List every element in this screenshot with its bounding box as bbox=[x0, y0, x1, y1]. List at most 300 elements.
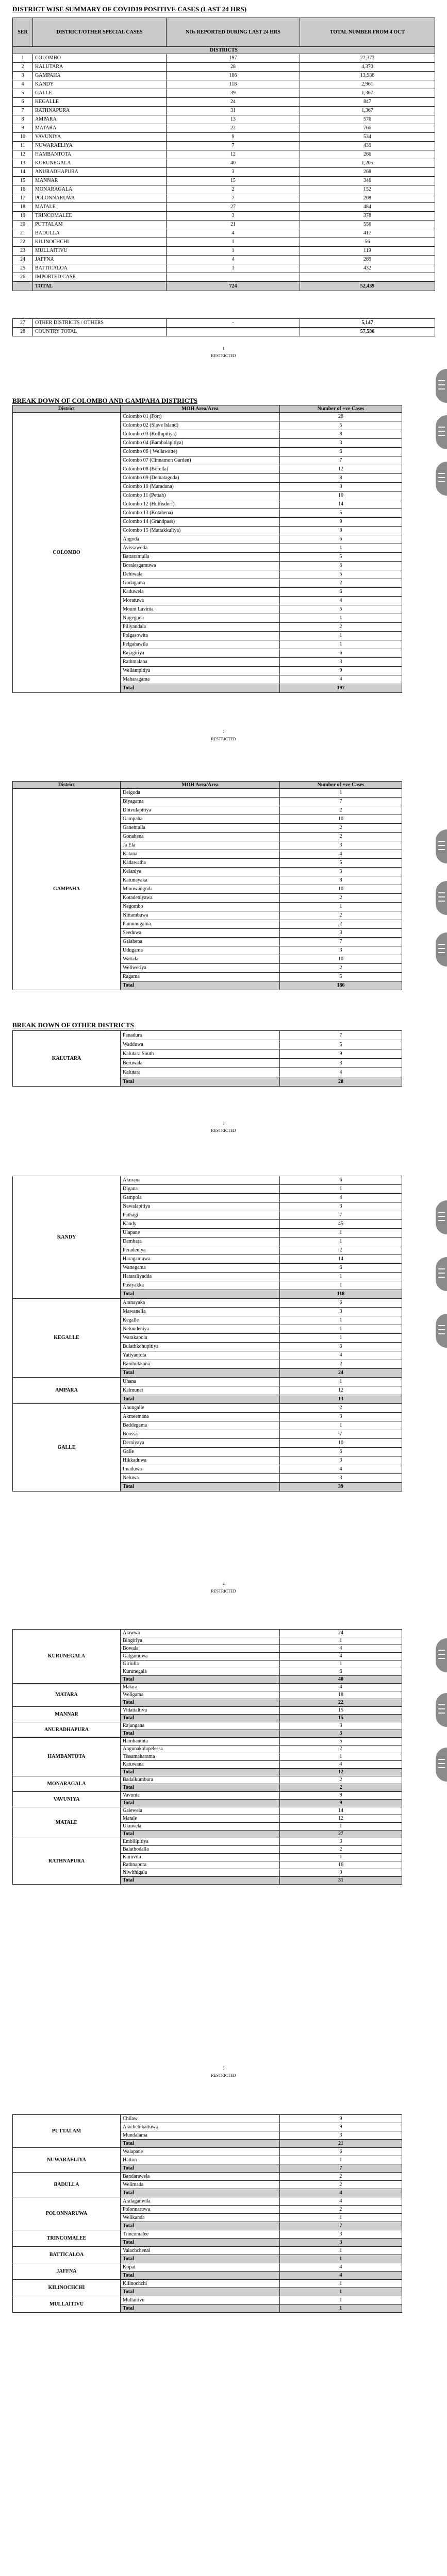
table-row bbox=[13, 1838, 402, 1846]
breakdown-header-row bbox=[13, 405, 402, 413]
case-count: 8 bbox=[280, 527, 402, 535]
case-count: 1 bbox=[280, 1281, 402, 1290]
extra-cell: 27 bbox=[13, 319, 33, 328]
cell-ser: 8 bbox=[13, 115, 33, 124]
case-count: 4 bbox=[280, 2263, 402, 2272]
total-label: Total bbox=[121, 1369, 280, 1378]
moh-area: Kalutara bbox=[121, 1068, 280, 1077]
cell-last24: 13 bbox=[167, 115, 300, 124]
cell-ser: 20 bbox=[13, 221, 33, 229]
total-value: 15 bbox=[280, 1715, 402, 1722]
case-count: 7 bbox=[280, 1211, 402, 1220]
cell-last24: 4 bbox=[167, 256, 300, 264]
district-name: KANDY bbox=[13, 1176, 121, 1299]
moh-area: Mullaitivu bbox=[121, 2296, 280, 2304]
gampaha-table bbox=[12, 781, 402, 990]
cell-last24: 39 bbox=[167, 89, 300, 98]
cell-ser: 14 bbox=[13, 168, 33, 177]
cell-district: MONARAGALA bbox=[33, 185, 167, 194]
case-count: 28 bbox=[280, 413, 402, 421]
cell-total: 847 bbox=[300, 98, 435, 107]
moh-area: Niwithigala bbox=[121, 1869, 280, 1877]
header-cell: District bbox=[13, 782, 121, 789]
cell-ser: 18 bbox=[13, 203, 33, 212]
total-label: Total bbox=[121, 2288, 280, 2296]
restricted-label: RESTRICTED bbox=[211, 737, 236, 741]
district-name: COLOMBO bbox=[13, 413, 121, 693]
menu-handle[interactable] bbox=[436, 1638, 447, 1672]
case-count: 2 bbox=[280, 894, 402, 903]
moh-area: Badalkumbura bbox=[121, 1776, 280, 1784]
table-row bbox=[13, 1299, 402, 1308]
restricted-label: RESTRICTED bbox=[211, 1128, 236, 1133]
cell-total: 152 bbox=[300, 185, 435, 194]
extra-cell: 57,586 bbox=[300, 328, 435, 336]
cell-ser: 10 bbox=[13, 133, 33, 142]
table-row bbox=[13, 124, 435, 133]
total-label: Total bbox=[121, 2222, 280, 2230]
menu-handle[interactable] bbox=[436, 1257, 447, 1291]
moh-area: Akmeemana bbox=[121, 1413, 280, 1421]
case-count: 1 bbox=[280, 1854, 402, 1861]
case-count: 5 bbox=[280, 605, 402, 614]
header-district: DISTRICT/OTHER SPECIAL CASES bbox=[33, 18, 167, 47]
case-count: 7 bbox=[280, 456, 402, 465]
case-count: 5 bbox=[280, 859, 402, 868]
total-value: 1 bbox=[280, 2288, 402, 2296]
case-count: 9 bbox=[280, 667, 402, 675]
moh-area: Kelaniya bbox=[121, 868, 280, 876]
restricted-label: RESTRICTED bbox=[211, 2073, 236, 2078]
case-count: 4 bbox=[280, 1761, 402, 1769]
total-label: Total bbox=[121, 2255, 280, 2263]
case-count: 3 bbox=[280, 1474, 402, 1483]
table-row bbox=[13, 2115, 402, 2123]
cell-total: 1,205 bbox=[300, 159, 435, 168]
moh-area: Aralaganwila bbox=[121, 2197, 280, 2206]
cell-ser: 15 bbox=[13, 177, 33, 185]
cell-district: KANDY bbox=[33, 80, 167, 89]
moh-area: Nawalapitiya bbox=[121, 1202, 280, 1211]
case-count: 6 bbox=[280, 1176, 402, 1185]
case-count: 3 bbox=[280, 1456, 402, 1465]
table-row bbox=[13, 328, 435, 336]
case-count: 3 bbox=[280, 1413, 402, 1421]
cell-district: MATALE bbox=[33, 203, 167, 212]
header-cell: Number of +ve Cases bbox=[280, 405, 402, 413]
table-row bbox=[13, 273, 435, 282]
extra-cell: 28 bbox=[13, 328, 33, 336]
kalutara-table bbox=[12, 1030, 402, 1087]
case-count: 9 bbox=[280, 2123, 402, 2131]
case-count: 14 bbox=[280, 500, 402, 509]
moh-area: Colombo 06 ( Wellawatte) bbox=[121, 448, 280, 456]
case-count: 7 bbox=[280, 938, 402, 946]
case-count: 10 bbox=[280, 1439, 402, 1448]
district-name: BATTICALOA bbox=[13, 2247, 121, 2263]
total-value: 24 bbox=[280, 1369, 402, 1378]
table-row bbox=[13, 229, 435, 238]
district-name: KEGALLE bbox=[13, 1299, 121, 1378]
total-label: Total bbox=[121, 981, 280, 990]
moh-area: Colombo 08 (Borella) bbox=[121, 465, 280, 474]
menu-handle[interactable] bbox=[436, 369, 447, 403]
header-cell: MOH Area/Area bbox=[121, 782, 280, 789]
cell-total: 1,367 bbox=[300, 107, 435, 115]
table-row bbox=[13, 789, 402, 798]
cell-last24: 7 bbox=[167, 142, 300, 150]
moh-area: Kegalle bbox=[121, 1316, 280, 1325]
case-count: 5 bbox=[280, 509, 402, 518]
case-count: 3 bbox=[280, 1838, 402, 1846]
case-count: 14 bbox=[280, 1807, 402, 1815]
case-count: 5 bbox=[280, 553, 402, 562]
moh-area: Katunayaka bbox=[121, 876, 280, 885]
case-count: 2 bbox=[280, 2181, 402, 2189]
case-count: 16 bbox=[280, 1861, 402, 1869]
moh-area: Colombo 12 (Hulftsdorf) bbox=[121, 500, 280, 509]
moh-area: Angoda bbox=[121, 535, 280, 544]
total-cell bbox=[13, 282, 33, 291]
cell-district: IMPORTED CASE bbox=[33, 273, 167, 282]
cell-ser: 22 bbox=[13, 238, 33, 247]
cell-total: 576 bbox=[300, 115, 435, 124]
case-count: 24 bbox=[280, 1630, 402, 1637]
header-ser: SER bbox=[13, 18, 33, 47]
total-value: 7 bbox=[280, 2222, 402, 2230]
case-count: 1 bbox=[280, 903, 402, 911]
total-label: Total bbox=[121, 1077, 280, 1087]
case-count: 1 bbox=[280, 1325, 402, 1334]
case-count: 6 bbox=[280, 562, 402, 570]
case-count: 1 bbox=[280, 2296, 402, 2304]
moh-area: Wattegama bbox=[121, 1264, 280, 1273]
menu-handle[interactable] bbox=[436, 1693, 447, 1727]
district-name: ANURADHAPURA bbox=[13, 1722, 121, 1738]
moh-area: Kurunegala bbox=[121, 1668, 280, 1676]
moh-area: Kalutara South bbox=[121, 1049, 280, 1059]
moh-area: Aranayaka bbox=[121, 1299, 280, 1308]
case-count: 1 bbox=[280, 2280, 402, 2288]
header-cell: MOH Area/Area bbox=[121, 405, 280, 413]
page-number: 5 bbox=[222, 2066, 225, 2071]
menu-handle[interactable] bbox=[436, 1314, 447, 1348]
case-count: 4 bbox=[280, 1653, 402, 1660]
case-count: 6 bbox=[280, 1264, 402, 1273]
moh-area: Hatton bbox=[121, 2156, 280, 2164]
table-row bbox=[13, 238, 435, 247]
table-row bbox=[13, 1630, 402, 1637]
cell-last24: 15 bbox=[167, 177, 300, 185]
case-count: 2 bbox=[280, 1246, 402, 1255]
moh-area: Haragamuwa bbox=[121, 1255, 280, 1264]
case-count: 2 bbox=[280, 1360, 402, 1369]
cell-last24: 7 bbox=[167, 194, 300, 203]
moh-area: Bowala bbox=[121, 1645, 280, 1653]
district-name: POLONNARUWA bbox=[13, 2197, 121, 2230]
cell-last24: 1 bbox=[167, 238, 300, 247]
cell-ser: 11 bbox=[13, 142, 33, 150]
total-value: 12 bbox=[280, 1769, 402, 1776]
extra-cell: 5,147 bbox=[300, 319, 435, 328]
moh-area: Arachchikattuwa bbox=[121, 2123, 280, 2131]
table-row bbox=[13, 159, 435, 168]
total-label: Total bbox=[121, 1730, 280, 1738]
case-count: 8 bbox=[280, 483, 402, 492]
total-value: 4 bbox=[280, 2189, 402, 2197]
menu-handle[interactable] bbox=[436, 933, 447, 967]
menu-handle[interactable] bbox=[436, 1748, 447, 1782]
case-count: 4 bbox=[280, 1351, 402, 1360]
cell-district: BATTICALOA bbox=[33, 264, 167, 273]
cell-district: MANNAR bbox=[33, 177, 167, 185]
total-value: 13 bbox=[280, 1395, 402, 1404]
case-count: 1 bbox=[280, 2156, 402, 2164]
cell-last24: 21 bbox=[167, 221, 300, 229]
case-count: 1 bbox=[280, 1229, 402, 1238]
moh-area: Trincomalee bbox=[121, 2230, 280, 2239]
restricted-label: RESTRICTED bbox=[211, 1589, 236, 1594]
table-row bbox=[13, 2280, 402, 2288]
case-count: 1 bbox=[280, 1378, 402, 1386]
moh-area: Katuwana bbox=[121, 1761, 280, 1769]
cell-district: KALUTARA bbox=[33, 63, 167, 72]
menu-handle[interactable] bbox=[436, 1200, 447, 1234]
moh-area: Wadduwa bbox=[121, 1040, 280, 1049]
moh-area: Polgasowita bbox=[121, 632, 280, 640]
moh-area: Nugegoda bbox=[121, 614, 280, 623]
moh-area: Ganemulla bbox=[121, 824, 280, 833]
case-count: 14 bbox=[280, 1255, 402, 1264]
moh-area: Kopai bbox=[121, 2263, 280, 2272]
cell-district: NUWARAELIYA bbox=[33, 142, 167, 150]
moh-area: Nittambuwa bbox=[121, 911, 280, 920]
page-number: 1 bbox=[222, 346, 225, 351]
total-label: Total bbox=[121, 2189, 280, 2197]
cell-district: KILINOCHCHI bbox=[33, 238, 167, 247]
extra-cell: OTHER DISTRICTS / OTHERS bbox=[33, 319, 167, 328]
moh-area: Rajagiriya bbox=[121, 649, 280, 658]
case-count: 2 bbox=[280, 2173, 402, 2181]
cell-district: AMPARA bbox=[33, 115, 167, 124]
case-count: 3 bbox=[280, 1722, 402, 1730]
cell-total: 1,367 bbox=[300, 89, 435, 98]
case-count: 2 bbox=[280, 1776, 402, 1784]
case-count: 6 bbox=[280, 1299, 402, 1308]
cell-total: 22,373 bbox=[300, 54, 435, 63]
case-count: 6 bbox=[280, 1343, 402, 1351]
page-number: 2 bbox=[222, 730, 225, 734]
case-count: 4 bbox=[280, 675, 402, 684]
case-count: 3 bbox=[280, 658, 402, 667]
case-count: 2 bbox=[280, 806, 402, 815]
case-count: 5 bbox=[280, 421, 402, 430]
district-name: AMPARA bbox=[13, 1378, 121, 1404]
cell-total: 766 bbox=[300, 124, 435, 133]
menu-handle[interactable] bbox=[436, 881, 447, 915]
moh-area: Rathmalana bbox=[121, 658, 280, 667]
case-count: 7 bbox=[280, 798, 402, 806]
moh-area: Yatiyantota bbox=[121, 1351, 280, 1360]
table-row bbox=[13, 177, 435, 185]
moh-area: Rambukkana bbox=[121, 1360, 280, 1369]
case-count: 4 bbox=[280, 1684, 402, 1691]
total-cell: 724 bbox=[167, 282, 300, 291]
table-row bbox=[13, 2296, 402, 2304]
moh-area: Piliyandala bbox=[121, 623, 280, 632]
header-total: TOTAL NUMBER FROM 4 OCT bbox=[300, 18, 435, 47]
cell-last24: 24 bbox=[167, 98, 300, 107]
cell-total: 378 bbox=[300, 212, 435, 221]
case-count: 6 bbox=[280, 588, 402, 597]
cell-ser: 21 bbox=[13, 229, 33, 238]
case-count: 5 bbox=[280, 973, 402, 981]
table-row bbox=[13, 185, 435, 194]
case-count: 2 bbox=[280, 833, 402, 841]
menu-handle[interactable] bbox=[436, 462, 447, 496]
table-row bbox=[13, 212, 435, 221]
moh-area: Wellampitiya bbox=[121, 667, 280, 675]
moh-area: Delgoda bbox=[121, 789, 280, 798]
cell-district: MULLAITIVU bbox=[33, 247, 167, 256]
total-label: Total bbox=[121, 1715, 280, 1722]
cell-total bbox=[300, 273, 435, 282]
cell-total: 439 bbox=[300, 142, 435, 150]
page4-table bbox=[12, 1176, 402, 1492]
summary-extra-table bbox=[12, 318, 435, 336]
header-last24: NOs REPORTED DURING LAST 24 HRS bbox=[167, 18, 300, 47]
case-count: 1 bbox=[280, 632, 402, 640]
total-value: 21 bbox=[280, 2140, 402, 2148]
moh-area: Welimada bbox=[121, 2181, 280, 2189]
moh-area: Angunakolapelessa bbox=[121, 1745, 280, 1753]
cell-total: 534 bbox=[300, 133, 435, 142]
moh-area: Kilinochchi bbox=[121, 2280, 280, 2288]
moh-area: Weliweriya bbox=[121, 964, 280, 973]
district-name: MATALE bbox=[13, 1807, 121, 1838]
cell-ser: 7 bbox=[13, 107, 33, 115]
menu-handle[interactable] bbox=[436, 829, 447, 863]
moh-area: Rathnapura bbox=[121, 1861, 280, 1869]
district-name: JAFFNA bbox=[13, 2263, 121, 2280]
case-count: 9 bbox=[280, 1049, 402, 1059]
case-count: 12 bbox=[280, 1815, 402, 1823]
moh-area: Kandy bbox=[121, 1220, 280, 1229]
cell-district: VAVUNIYA bbox=[33, 133, 167, 142]
total-label: Total bbox=[121, 1676, 280, 1684]
case-count: 2 bbox=[280, 1846, 402, 1854]
page-number: 4 bbox=[222, 1582, 225, 1586]
case-count: 6 bbox=[280, 1448, 402, 1456]
case-count: 3 bbox=[280, 929, 402, 938]
cell-district: RATHNAPURA bbox=[33, 107, 167, 115]
cell-last24: 186 bbox=[167, 72, 300, 80]
moh-area: Kalmunei bbox=[121, 1386, 280, 1395]
cell-last24: 12 bbox=[167, 150, 300, 159]
total-value: 27 bbox=[280, 1831, 402, 1838]
summary-total-row bbox=[13, 282, 435, 291]
cell-last24: 197 bbox=[167, 54, 300, 63]
moh-area: Colombo 10 (Maradana) bbox=[121, 483, 280, 492]
moh-area: Mount Lavinia bbox=[121, 605, 280, 614]
case-count: 1 bbox=[280, 1823, 402, 1831]
other-districts-title: BREAK DOWN OF OTHER DISTRICTS bbox=[12, 1021, 134, 1029]
table-row bbox=[13, 150, 435, 159]
district-name: KURUNEGALA bbox=[13, 1630, 121, 1684]
case-count: 8 bbox=[280, 474, 402, 483]
district-name: KILINOCHCHI bbox=[13, 2280, 121, 2296]
case-count: 1 bbox=[280, 1185, 402, 1194]
moh-area: Pusiyakka bbox=[121, 1281, 280, 1290]
total-value: 28 bbox=[280, 1077, 402, 1087]
case-count: 1 bbox=[280, 1637, 402, 1645]
cell-ser: 26 bbox=[13, 273, 33, 282]
menu-handle[interactable] bbox=[436, 415, 447, 449]
case-count: 10 bbox=[280, 815, 402, 824]
moh-area: Minuwangoda bbox=[121, 885, 280, 894]
cell-ser: 6 bbox=[13, 98, 33, 107]
total-label: Total bbox=[121, 2304, 280, 2313]
case-count: 9 bbox=[280, 2115, 402, 2123]
table-row bbox=[13, 2148, 402, 2156]
cell-total: 556 bbox=[300, 221, 435, 229]
moh-area: Embilipitiya bbox=[121, 1838, 280, 1846]
subheader-districts: DISTRICTS bbox=[13, 47, 435, 54]
total-value: 4 bbox=[280, 2272, 402, 2280]
case-count: 5 bbox=[280, 1738, 402, 1745]
cell-total: 119 bbox=[300, 247, 435, 256]
moh-area: Kuruvita bbox=[121, 1854, 280, 1861]
total-value: 1 bbox=[280, 2255, 402, 2263]
moh-area: Uhana bbox=[121, 1378, 280, 1386]
moh-area: Beruwala bbox=[121, 1059, 280, 1068]
total-cell: TOTAL bbox=[33, 282, 167, 291]
case-count: 8 bbox=[280, 876, 402, 885]
moh-area: Bulathkohupitiya bbox=[121, 1343, 280, 1351]
cell-district: POLONNARUWA bbox=[33, 194, 167, 203]
moh-area: Hataraliyadda bbox=[121, 1273, 280, 1281]
cell-district: MATARA bbox=[33, 124, 167, 133]
header-cell: District bbox=[13, 405, 121, 413]
moh-area: Colombo 15 (Mattakkuliya) bbox=[121, 527, 280, 535]
cell-district: GAMPAHA bbox=[33, 72, 167, 80]
cell-district: TRINCOMALEE bbox=[33, 212, 167, 221]
moh-area: Hikkaduwa bbox=[121, 1456, 280, 1465]
district-name: PUTTALAM bbox=[13, 2115, 121, 2148]
table-row bbox=[13, 72, 435, 80]
header-cell: Number of +ve Cases bbox=[280, 782, 402, 789]
moh-area: Ukuwela bbox=[121, 1823, 280, 1831]
moh-area: Godagama bbox=[121, 579, 280, 588]
total-value: 1 bbox=[280, 2304, 402, 2313]
case-count: 1 bbox=[280, 1334, 402, 1343]
district-name: MONARAGALA bbox=[13, 1776, 121, 1792]
table-row bbox=[13, 256, 435, 264]
cell-total: 268 bbox=[300, 168, 435, 177]
total-label: Total bbox=[121, 1877, 280, 1885]
case-count: 12 bbox=[280, 1386, 402, 1395]
moh-area: Matara bbox=[121, 1684, 280, 1691]
moh-area: Negombo bbox=[121, 903, 280, 911]
cell-district: PUTTALAM bbox=[33, 221, 167, 229]
cell-ser: 13 bbox=[13, 159, 33, 168]
case-count: 2 bbox=[280, 579, 402, 588]
table-row bbox=[13, 2230, 402, 2239]
cell-last24: 4 bbox=[167, 229, 300, 238]
cell-ser: 23 bbox=[13, 247, 33, 256]
moh-area: Gampaha bbox=[121, 815, 280, 824]
total-value: 22 bbox=[280, 1699, 402, 1707]
